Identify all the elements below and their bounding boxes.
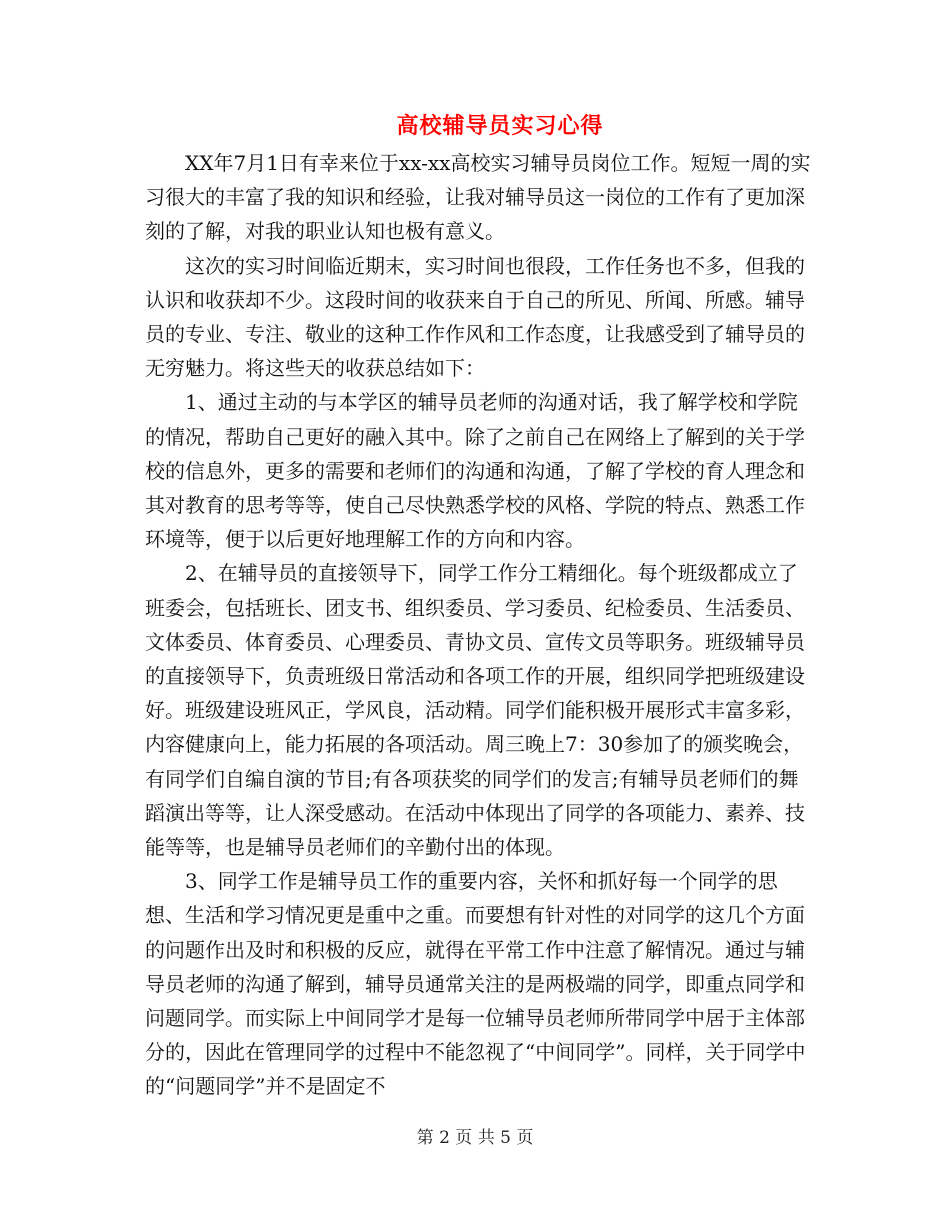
paragraph-point-1: 1、通过主动的与本学区的辅导员老师的沟通对话，我了解学校和学院的情况，帮助自己更好的融入其中。除了之前自己在网络上了解到的关于学校的信息外，更多的需要和老师们的沟通和沟通，了解了学校的育人理念和其对教育的思考等等，使自己尽快熟悉学校的风格、学院的特点、熟悉工作环境等，便于以后更好地理解工作的方向和内容。	[145, 390, 805, 552]
page-footer: 第 2 页 共 5 页	[416, 1128, 534, 1148]
paragraph-point-3: 3、同学工作是辅导员工作的重要内容，关怀和抓好每一个同学的思想、生活和学习情况更是重中之重。而要想有针对性的对同学的这几个方面的问题作出及时和积极的反应，就得在平常工作中注意了解情况。通过与辅导员老师的沟通了解到，辅导员通常关注的是两极端的同学，即重点同学和问题同学。而实际上中间同学才是每一位辅导员老师所带同学中居于主体部分的，因此在管理同学的过程中不能忽视了“中间同学”。同样，关于同学中的“问题同学”并不是固定不	[145, 869, 806, 1099]
paragraph-point-2: 2、在辅导员的直接领导下，同学工作分工精细化。每个班级都成立了班委会，包括班长、团支书、组织委员、学习委员、纪检委员、生活委员、文体委员、体育委员、心理委员、青协文员、宣传文员等职务。班级辅导员的直接领导下，负责班级日常活动和各项工作的开展，组织同学把班级建设好。班级建设班风正，学风良，活动精。同学们能积极开展形式丰富多彩，内容健康向上，能力拓展的各项活动。周三晚上7：30参加了的颁奖晚会，有同学们自编自演的节目;有各项获奖的同学们的发言;有辅导员老师们的舞蹈演出等等，让人深受感动。在活动中体现出了同学的各项能力、素养、技能等等，也是辅导员老师们的辛勤付出的体现。	[145, 561, 805, 860]
document-body	[145, 146, 817, 1104]
paragraph-intro: XX年7月1日有幸来位于xx-xx高校实习辅导员岗位工作。短短一周的实习很大的丰富了我的知识和经验，让我对辅导员这一岗位的工作有了更加深刻的了解，对我的职业认知也极有意义。	[145, 151, 811, 244]
document-title: 高校辅导员实习心得	[396, 114, 604, 139]
paragraph-summary: 这次的实习时间临近期末，实习时间也很段，工作任务也不多，但我的认识和收获却不少。这段时间的收获来自于自己的所见、所闻、所感。辅导员的专业、专注、敬业的这种工作作风和工作态度，让我感受到了辅导员的无穷魅力。将这些天的收获总结如下：	[145, 253, 805, 381]
